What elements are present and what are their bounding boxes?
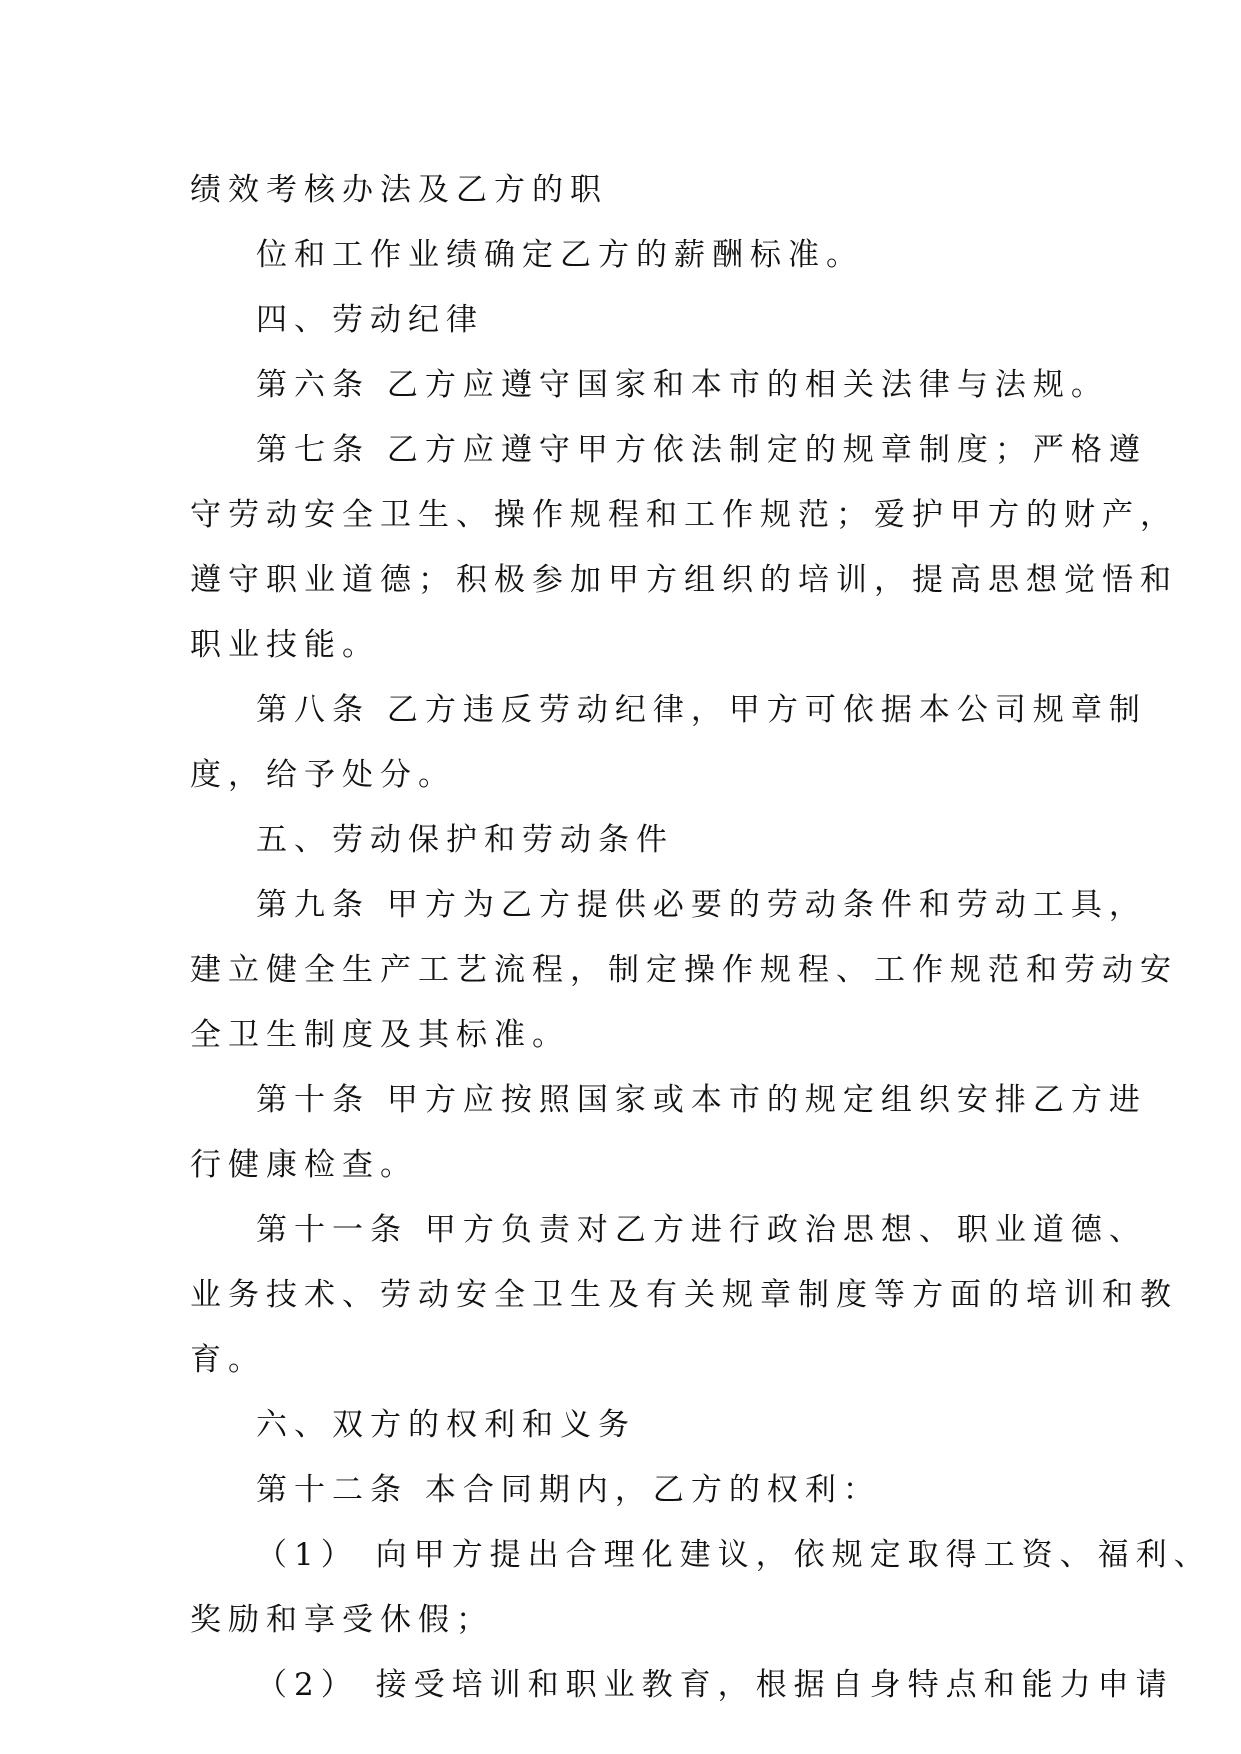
article-9-line-3: 全卫生制度及其标准。 <box>190 1017 570 1053</box>
document-body <box>190 158 1212 1718</box>
section-heading-labor-protection: 五、劳动保护和劳动条件 <box>256 822 674 858</box>
article-7-line-3: 遵守职业道德；积极参加甲方组织的培训，提高思想觉悟和 <box>190 562 1178 598</box>
list-item-1-line-1: （1） 向甲方提出合理化建议，依规定取得工资、福利、 <box>256 1537 1212 1573</box>
article-10-line-2: 行健康检查。 <box>190 1147 418 1183</box>
paragraph-salary-standard: 位和工作业绩确定乙方的薪酬标准。 <box>256 237 864 273</box>
article-11-line-3: 育。 <box>190 1342 266 1378</box>
list-item-2-line-1: （2） 接受培训和职业教育，根据自身特点和能力申请 <box>256 1667 1174 1703</box>
section-heading-labor-discipline: 四、劳动纪律 <box>256 302 484 338</box>
article-11-line-1: 第十一条 甲方负责对乙方进行政治思想、职业道德、 <box>256 1212 1147 1248</box>
article-7-line-2: 守劳动安全卫生、操作规程和工作规范；爱护甲方的财产， <box>190 497 1178 533</box>
article-8-line-2: 度，给予处分。 <box>190 757 456 793</box>
list-item-1-line-2: 奖励和享受休假； <box>190 1602 494 1638</box>
article-7-line-4: 职业技能。 <box>190 627 380 663</box>
article-6: 第六条 乙方应遵守国家和本市的相关法律与法规。 <box>256 367 1109 403</box>
article-9-line-2: 建立健全生产工艺流程，制定操作规程、工作规范和劳动安 <box>190 952 1178 988</box>
article-11-line-2: 业务技术、劳动安全卫生及有关规章制度等方面的培训和教 <box>190 1277 1178 1313</box>
article-9-line-1: 第九条 甲方为乙方提供必要的劳动条件和劳动工具， <box>256 887 1147 923</box>
paragraph-continuation: 绩效考核办法及乙方的职 <box>190 172 608 208</box>
section-heading-rights-obligations: 六、双方的权利和义务 <box>256 1407 636 1443</box>
article-7-line-1: 第七条 乙方应遵守甲方依法制定的规章制度；严格遵 <box>256 432 1147 468</box>
article-10-line-1: 第十条 甲方应按照国家或本市的规定组织安排乙方进 <box>256 1082 1147 1118</box>
article-8-line-1: 第八条 乙方违反劳动纪律，甲方可依据本公司规章制 <box>256 692 1147 728</box>
article-12: 第十二条 本合同期内，乙方的权利： <box>256 1472 881 1508</box>
